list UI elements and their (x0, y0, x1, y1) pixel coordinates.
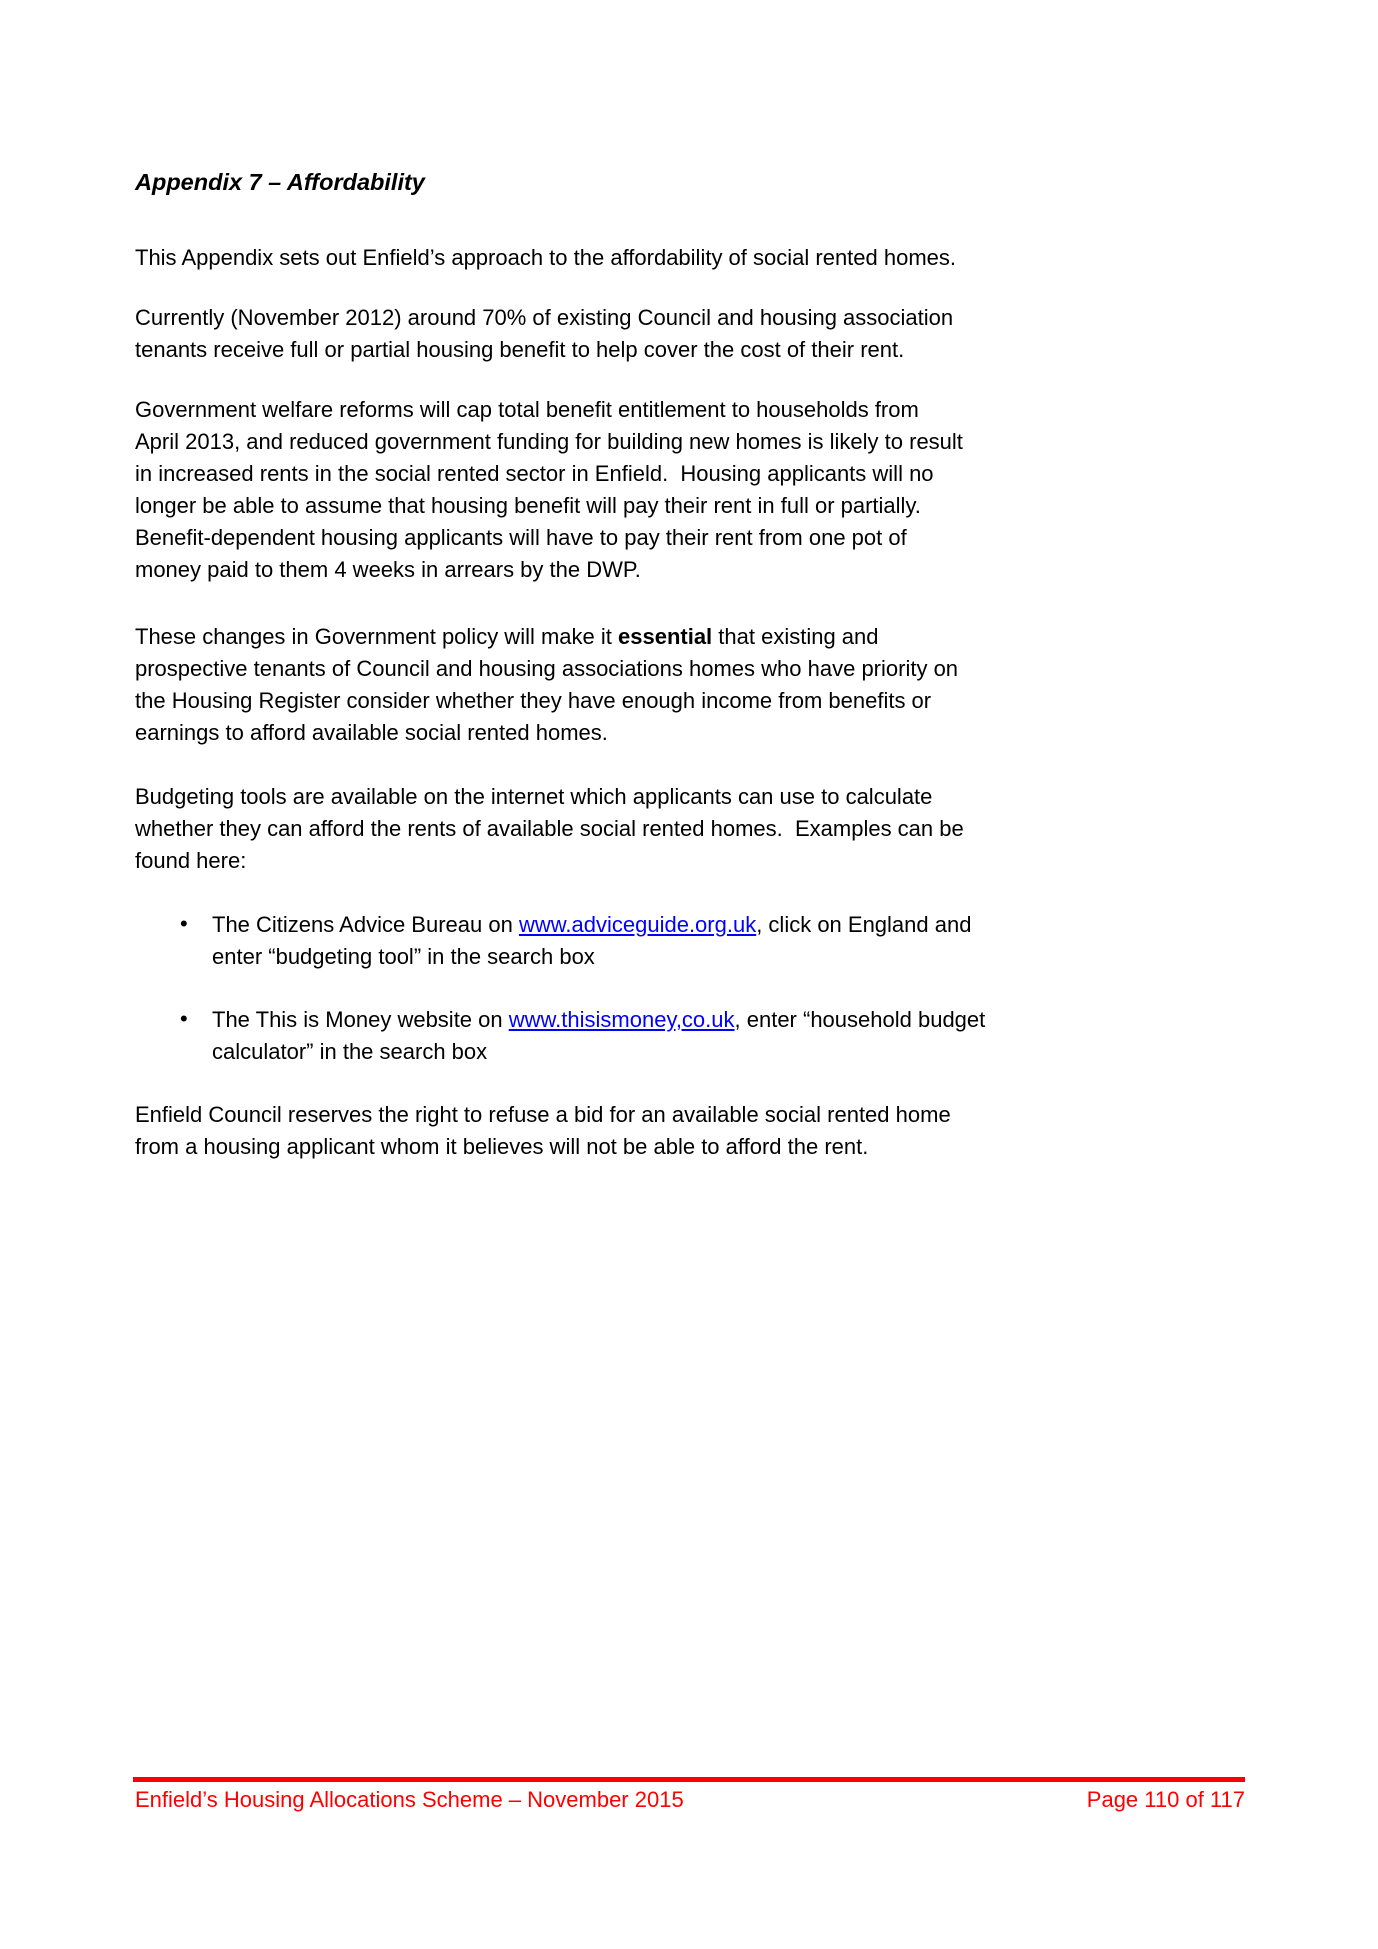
page-footer (135, 1785, 1245, 1815)
para-budgeting-tools-line (135, 845, 964, 877)
body-text: This Appendix sets out Enfield’s approach to the affordability of social rented homes. (135, 245, 957, 270)
body-text: The This is Money website on (212, 1007, 509, 1032)
hyperlink[interactable]: www.adviceguide.org.uk (518, 912, 757, 937)
bullet-this-is-money-line (135, 1004, 985, 1036)
para-essential-line (135, 621, 958, 653)
bullet-citizens-advice (135, 909, 971, 973)
para-welfare-reforms (135, 394, 963, 586)
body-text: April 2013, and reduced government funding for building new homes is likely to result (135, 429, 963, 454)
body-text: The Citizens Advice Bureau on (212, 912, 519, 937)
body-text: Government welfare reforms will cap total benefit entitlement to households from (135, 397, 919, 422)
body-text: These changes in Government policy will make it (135, 624, 618, 649)
para-currently (135, 302, 953, 366)
body-text: money paid to them 4 weeks in arrears by the DWP. (135, 557, 641, 582)
para-essential-line (135, 653, 958, 685)
body-text: Enfield Council reserves the right to refuse a bid for an available social rented home (135, 1102, 951, 1127)
body-text: enter “budgeting tool” in the search box (212, 944, 595, 969)
para-essential-line (135, 685, 958, 717)
bullet-this-is-money-line (135, 1036, 985, 1068)
heading-appendix-7 (135, 166, 425, 199)
body-text: that existing and (712, 624, 879, 649)
para-refuse-bid (135, 1099, 951, 1163)
body-text: longer be able to assume that housing benefit will pay their rent in full or partially. (135, 493, 921, 518)
hyperlink[interactable]: www.thisismoney,co.uk (508, 1007, 735, 1032)
body-text: tenants receive full or partial housing benefit to help cover the cost of their rent. (135, 337, 905, 362)
body-text: prospective tenants of Council and housing associations homes who have priority on (135, 656, 959, 681)
body-text: in increased rents in the social rented sector in Enfield. Housing applicants will no (135, 461, 934, 486)
body-text: found here: (135, 848, 247, 873)
para-welfare-reforms-line (135, 554, 963, 586)
para-welfare-reforms-line (135, 490, 963, 522)
body-text: Currently (November 2012) around 70% of existing Council and housing association (135, 305, 954, 330)
heading-appendix-7-line (135, 166, 425, 199)
footer-rule (133, 1777, 1245, 1782)
bullet-icon: • (180, 911, 188, 936)
body-text: the Housing Register consider whether they have enough income from benefits or (135, 688, 932, 713)
bullet-this-is-money (135, 1004, 985, 1068)
para-intro-line (135, 242, 956, 274)
para-currently-line (135, 334, 953, 366)
footer-page-number: Page 110 of 117 (1086, 1787, 1245, 1812)
para-intro (135, 242, 956, 274)
bullet-citizens-advice-line (135, 909, 971, 941)
bullet-icon: • (180, 1006, 188, 1031)
body-text: calculator” in the search box (212, 1039, 488, 1064)
footer-document-title: Enfield’s Housing Allocations Scheme – November 2015 (135, 1787, 684, 1812)
para-welfare-reforms-line (135, 522, 963, 554)
body-text: , click on England and (756, 912, 972, 937)
para-essential (135, 621, 958, 749)
body-text: earnings to afford available social rented homes. (135, 720, 608, 745)
para-welfare-reforms-line (135, 458, 963, 490)
body-text: Benefit-dependent housing applicants will have to pay their rent from one pot of (135, 525, 907, 550)
para-essential-line (135, 717, 958, 749)
para-budgeting-tools (135, 781, 964, 877)
body-text: from a housing applicant whom it believes will not be able to afford the rent. (135, 1134, 869, 1159)
body-text: , enter “household budget (734, 1007, 986, 1032)
para-currently-line (135, 302, 953, 334)
emphasis-text: essential (618, 624, 713, 649)
para-welfare-reforms-line (135, 426, 963, 458)
para-refuse-bid-line (135, 1131, 951, 1163)
body-text: Appendix 7 – Affordability (135, 169, 425, 195)
para-budgeting-tools-line (135, 781, 964, 813)
body-text: Budgeting tools are available on the internet which applicants can use to calculate (135, 784, 933, 809)
body-text: whether they can afford the rents of available social rented homes. Examples can be (135, 816, 964, 841)
para-welfare-reforms-line (135, 394, 963, 426)
para-budgeting-tools-line (135, 813, 964, 845)
para-refuse-bid-line (135, 1099, 951, 1131)
bullet-citizens-advice-line (135, 941, 971, 973)
